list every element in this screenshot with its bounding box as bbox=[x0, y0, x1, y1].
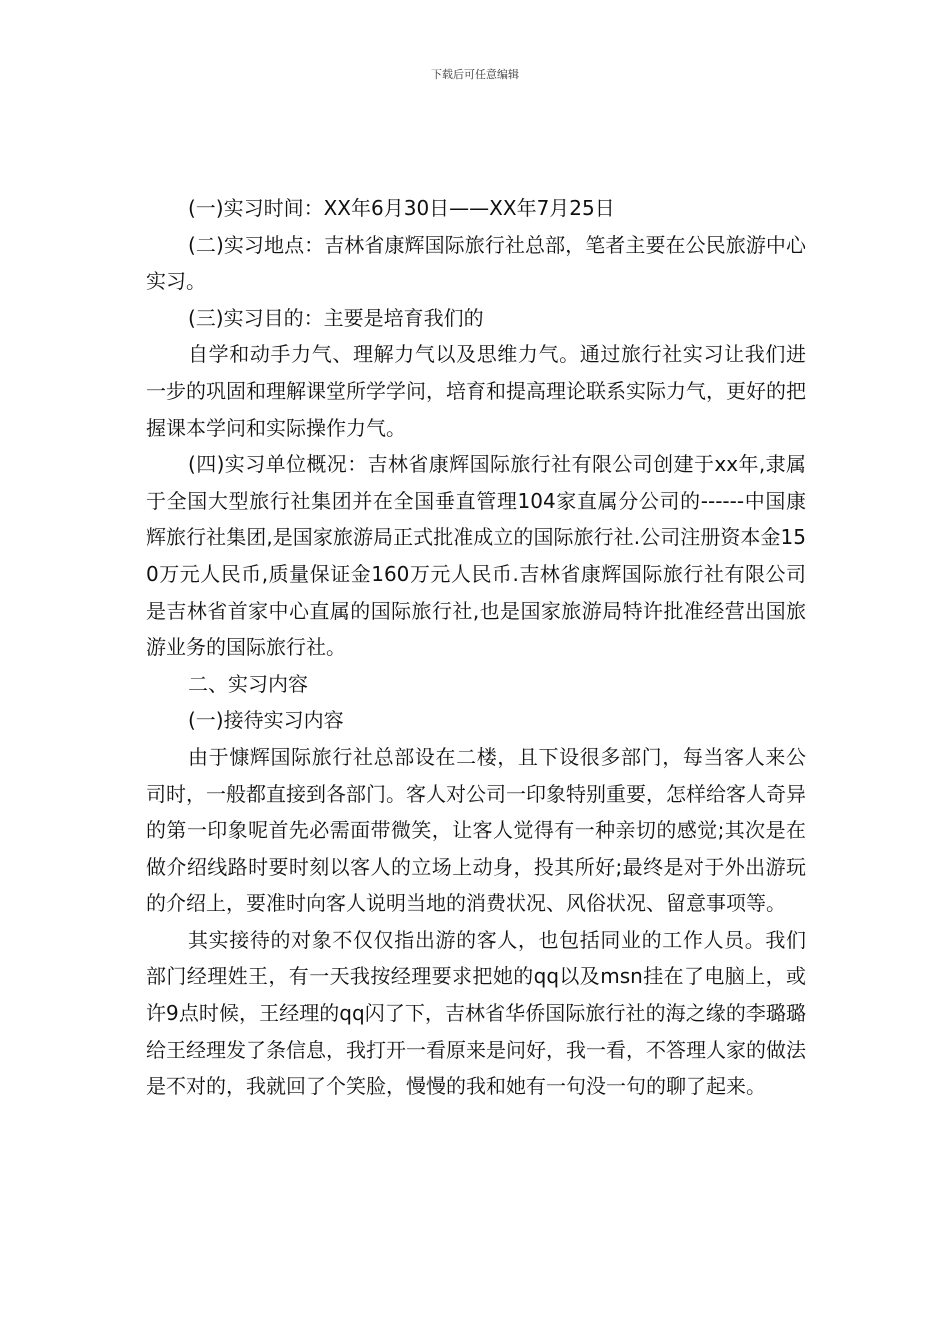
section-heading-content: 二、实习内容 bbox=[188, 671, 308, 696]
subsection-heading-reception: (一)接待实习内容 bbox=[188, 708, 344, 733]
paragraph-purpose-detail: 自学和动手力气、理解力气以及思维力气。通过旅行社实习让我们进一步的巩固和理解课堂所学学问，培育和提高理论联系实际力气，更好的把握课本学问和实际操作力气。 bbox=[146, 342, 806, 440]
document-body bbox=[146, 190, 806, 1105]
paragraph-reception-detail: 由于慷辉国际旅行社总部设在二楼，且下设很多部门，每当客人来公司时，一般都直接到各部门。客人对公司一印象特别重要，怎样给客人奇异的第一印象呢首先必需面带微笑，让客人觉得有一种亲切的感觉;其次是在做介绍线路时要时刻以客人的立场上动身，投其所好;最终是对于外出游玩的介绍上，要准时向客人说明当地的消费状况、风俗状况、留意事项等。 bbox=[146, 744, 806, 916]
paragraph-reception-colleagues: 其实接待的对象不仅仅指出游的客人，也包括同业的工作人员。我们部门经理姓王，有一天我按经理要求把她的qq以及msn挂在了电脑上，或许9点时候，王经理的qq闪了下，吉林省华侨国际旅行社的海之缘的李璐璐给王经理发了条信息，我打开一看原来是问好，我一看，不答理人家的做法是不对的，我就回了个笑脸，慢慢的我和她有一句没一句的聊了起来。 bbox=[146, 927, 806, 1099]
paragraph-internship-time: (一)实习时间：XX年6月30日——XX年7月25日 bbox=[188, 196, 615, 220]
paragraph-internship-location: (二)实习地点：吉林省康辉国际旅行社总部，笔者主要在公民旅游中心实习。 bbox=[146, 232, 806, 294]
paragraph-internship-purpose: (三)实习目的：主要是培育我们的 bbox=[188, 305, 484, 330]
page-header: 下载后可任意编辑 bbox=[431, 68, 519, 81]
paragraph-company-overview: (四)实习单位概况：吉林省康辉国际旅行社有限公司创建于xx年,隶属于全国大型旅行社集团并在全国垂直管理104家直属分公司的------中国康辉旅行社集团,是国家旅游局正式批准成立的国际旅行社.公司注册资本金150万元人民币,质量保证金160万元人民币.吉林省康辉国际旅行社有限公司是吉林省首家中心直属的国际旅行社,也是国家旅游局特许批准经营出国旅游业务的国际旅行社。 bbox=[146, 452, 806, 660]
